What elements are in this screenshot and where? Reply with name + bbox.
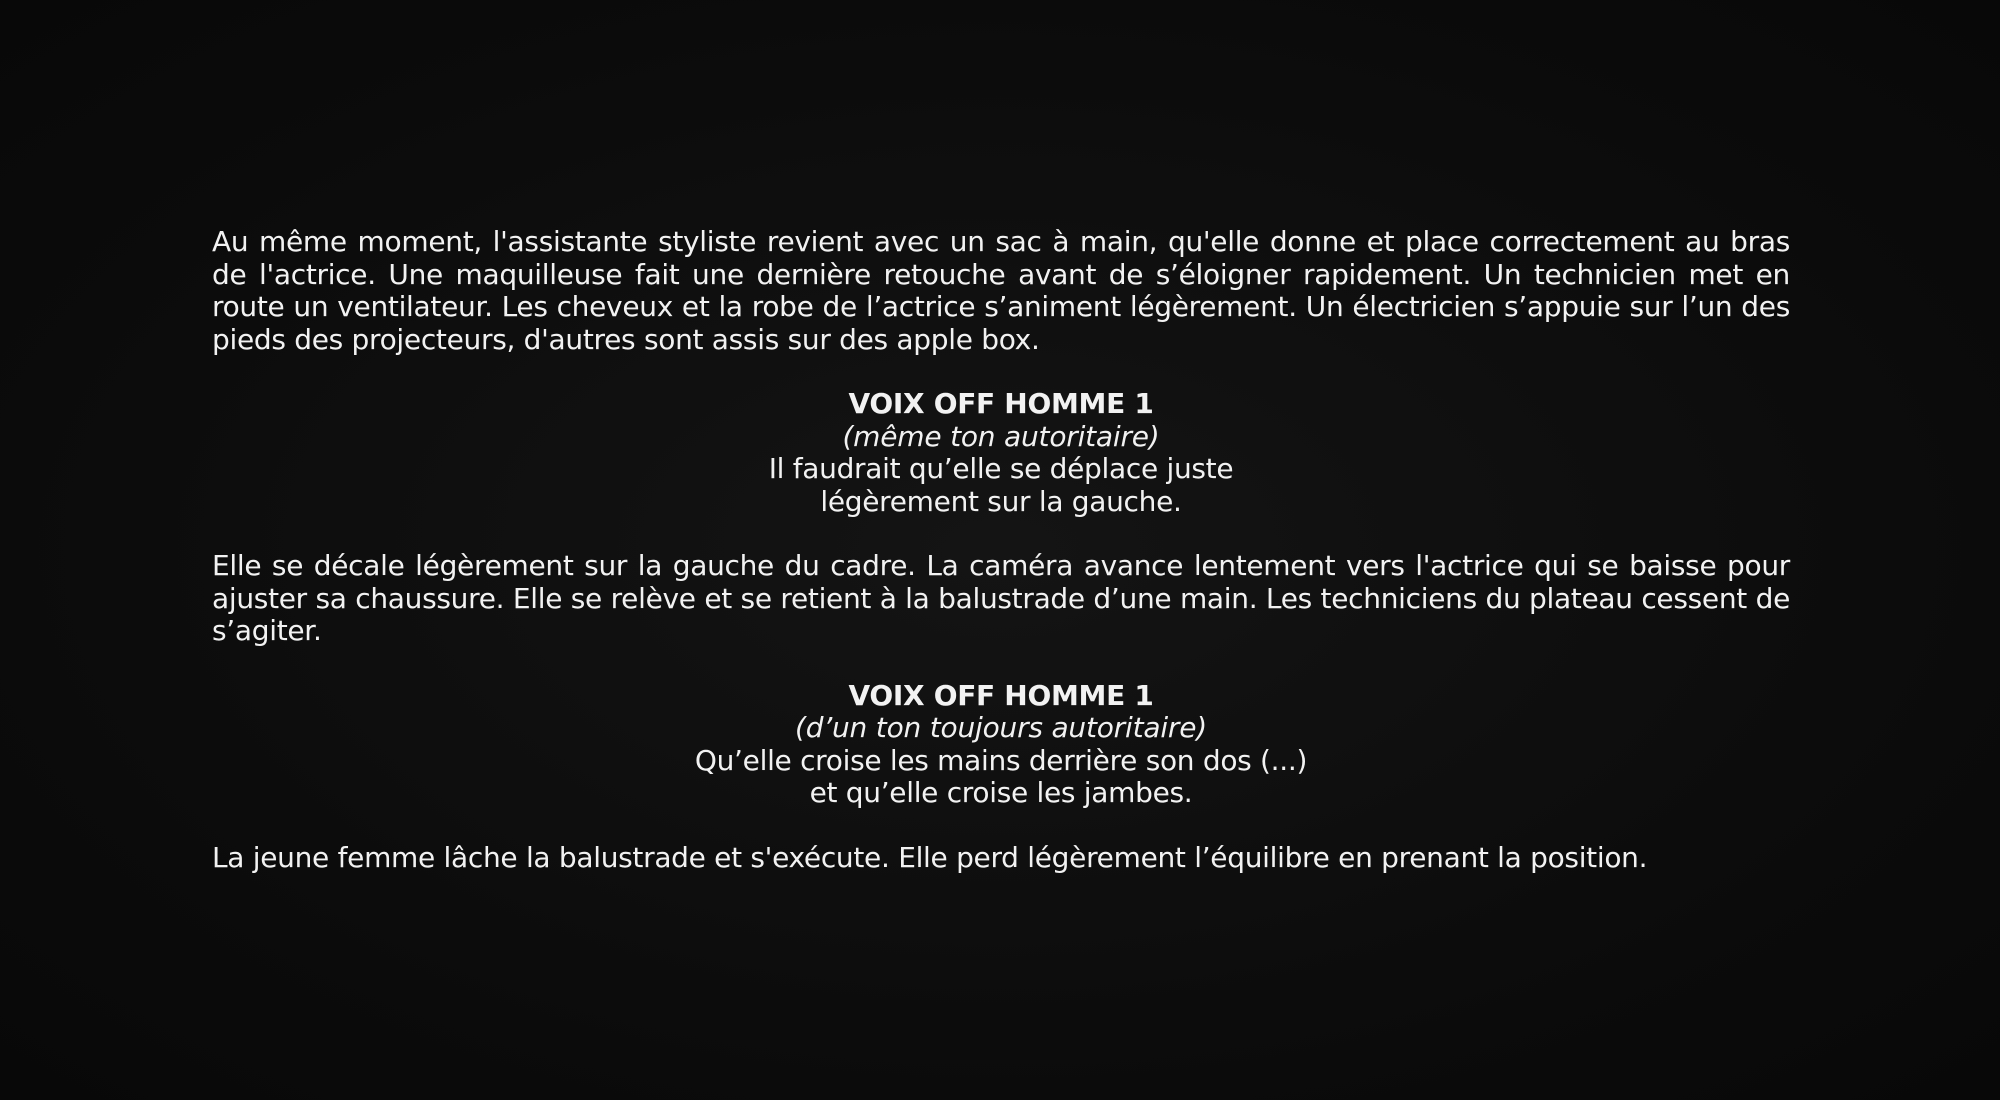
dialogue-line: Qu’elle croise les mains derrière son dos (...)	[694, 743, 1308, 777]
action-paragraph: Elle se décale légèrement sur la gauche du cadre. La caméra avance lentement vers l'actrice qui se baisse pour ajuster sa chaussure. Elle se relève et se retient à la balustrade d’une main. Les techniciens du plateau cessent de s’agiter.	[212, 549, 1790, 647]
character-name: VOIX OFF HOMME 1	[848, 387, 1154, 420]
dialogue-line: et qu’elle croise les jambes.	[809, 776, 1193, 809]
dialogue-line: Il faudrait qu’elle se déplace juste	[768, 452, 1234, 485]
dialogue-block	[212, 680, 1790, 810]
dialogue-line: légèrement sur la gauche.	[820, 484, 1182, 518]
action-paragraph: Au même moment, l'assistante styliste revient avec un sac à main, qu'elle donne et place correctement au bras de l'actrice. Une maquilleuse fait une dernière retouche avant de s’éloigner rapidement. Un technicien met en route un ventilateur. Les cheveux et la robe de l’actrice s’animent légèrement. Un électricien s’appuie sur l’un des pieds des projecteurs, d'autres sont assis sur des apple box.	[212, 225, 1790, 356]
parenthetical: (d’un ton toujours autoritaire)	[795, 711, 1207, 744]
character-name: VOIX OFF HOMME 1	[848, 678, 1154, 712]
action-paragraph: La jeune femme lâche la balustrade et s'exécute. Elle perd légèrement l’équilibre en prenant la position.	[212, 840, 1648, 874]
dialogue-block	[212, 388, 1790, 518]
parenthetical: (même ton autoritaire)	[842, 419, 1160, 453]
screenplay-page	[212, 226, 1790, 874]
